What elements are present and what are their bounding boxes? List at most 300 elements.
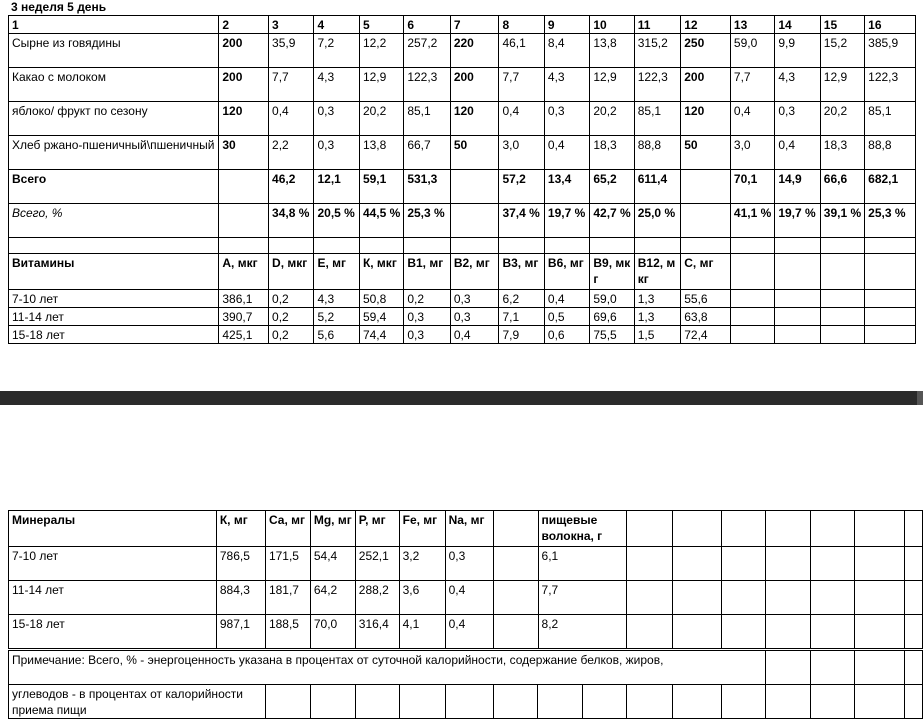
- vitamin-header: [730, 254, 774, 290]
- table-row: [9, 34, 916, 68]
- table-cell: 2,2: [269, 136, 314, 170]
- table-cell: 385,9: [865, 34, 916, 68]
- column-number: 12: [681, 16, 731, 34]
- table-cell: [493, 547, 538, 581]
- table-cell: 0,4: [544, 290, 589, 308]
- table-cell: [775, 290, 820, 308]
- table-cell: 252,1: [355, 547, 399, 581]
- table-cell: 0,4: [499, 102, 544, 136]
- column-number: 4: [314, 16, 359, 34]
- table-cell: 315,2: [634, 34, 681, 68]
- table-cell: 390,7: [219, 308, 269, 326]
- table-cell: 15,2: [820, 34, 864, 68]
- mineral-header: Na, мг: [445, 511, 493, 547]
- table-cell: 88,8: [865, 136, 916, 170]
- table-cell: 46,1: [499, 34, 544, 68]
- column-number: 1: [9, 16, 219, 34]
- table-cell: 0,2: [269, 290, 314, 308]
- column-number: 6: [404, 16, 451, 34]
- food-name: Хлеб ржано-пшеничный\пшеничный: [9, 136, 219, 170]
- percent-row: [9, 204, 916, 238]
- column-number: 3: [269, 16, 314, 34]
- column-number: 14: [775, 16, 820, 34]
- table-cell: 4,3: [314, 290, 359, 308]
- mineral-header: Са, мг: [265, 511, 310, 547]
- table-cell: 59,1: [359, 170, 403, 204]
- table-cell: 69,6: [590, 308, 634, 326]
- table-cell: 0,3: [404, 326, 451, 344]
- minerals-label: Минералы: [9, 511, 217, 547]
- table-cell: 42,7 %: [590, 204, 634, 238]
- empty-cell: [493, 685, 538, 719]
- table-cell: [681, 204, 731, 238]
- mineral-header: К, мг: [216, 511, 265, 547]
- table-cell: 120: [450, 102, 499, 136]
- table-cell: 987,1: [216, 615, 265, 649]
- vitamin-header: [775, 254, 820, 290]
- page-divider: [0, 391, 923, 405]
- empty-cell: [499, 238, 544, 254]
- table-cell: [865, 290, 916, 308]
- table-cell: 12,9: [359, 68, 403, 102]
- table-cell: 75,5: [590, 326, 634, 344]
- table-cell: 7,7: [730, 68, 774, 102]
- table-cell: [905, 615, 923, 649]
- table-cell: 37,4 %: [499, 204, 544, 238]
- empty-cell: [399, 685, 445, 719]
- table-cell: [681, 170, 731, 204]
- empty-cell: [865, 238, 916, 254]
- age-group: 11-14 лет: [9, 581, 217, 615]
- table-cell: 200: [681, 68, 731, 102]
- table-cell: [865, 326, 916, 344]
- vitamin-header: Е, мг: [314, 254, 359, 290]
- vitamins-header-row: [9, 254, 916, 290]
- table-cell: 0,3: [775, 102, 820, 136]
- page-title: 3 неделя 5 день: [11, 0, 107, 14]
- mineral-row: [9, 615, 923, 649]
- percent-label: Всего, %: [9, 204, 219, 238]
- table-cell: [811, 547, 855, 581]
- empty-cell: [905, 685, 923, 719]
- table-cell: 85,1: [404, 102, 451, 136]
- table-cell: 44,5 %: [359, 204, 403, 238]
- empty-cell: [766, 651, 811, 685]
- mineral-header: [854, 511, 904, 547]
- empty-cell: [450, 238, 499, 254]
- table-cell: 13,8: [590, 34, 634, 68]
- table-cell: [775, 308, 820, 326]
- table-cell: 66,7: [404, 136, 451, 170]
- notes-table-body: [9, 651, 923, 719]
- age-group: 7-10 лет: [9, 547, 217, 581]
- empty-cell: [265, 685, 310, 719]
- table-cell: 46,2: [269, 170, 314, 204]
- table-cell: 1,3: [634, 308, 681, 326]
- food-name: Какао с молоком: [9, 68, 219, 102]
- empty-cell: [538, 685, 583, 719]
- table-row: [9, 68, 916, 102]
- table-cell: 7,1: [499, 308, 544, 326]
- table-cell: 0,3: [450, 308, 499, 326]
- empty-cell: [905, 651, 923, 685]
- table-cell: 13,4: [544, 170, 589, 204]
- vitamins-label: Витамины: [9, 254, 219, 290]
- table-cell: [865, 308, 916, 326]
- mineral-header: Mg, мг: [310, 511, 355, 547]
- table-cell: 59,0: [730, 34, 774, 68]
- table-cell: 0,3: [314, 136, 359, 170]
- table-cell: 35,9: [269, 34, 314, 68]
- table-cell: [766, 581, 811, 615]
- table-cell: 88,8: [634, 136, 681, 170]
- vitamin-row: [9, 308, 916, 326]
- table-cell: 171,5: [265, 547, 310, 581]
- empty-cell: [269, 238, 314, 254]
- empty-cell: [855, 685, 905, 719]
- minerals-header-row: [9, 511, 923, 547]
- food-name: Сырне из говядины: [9, 34, 219, 68]
- table-cell: 50: [450, 136, 499, 170]
- table-cell: 0,4: [775, 136, 820, 170]
- table-cell: [811, 581, 855, 615]
- empty-cell: [627, 685, 673, 719]
- table-cell: [673, 547, 722, 581]
- table-cell: 4,3: [314, 68, 359, 102]
- table-cell: [854, 547, 904, 581]
- table-cell: 20,2: [820, 102, 864, 136]
- table-cell: 18,3: [820, 136, 864, 170]
- table-cell: [219, 170, 269, 204]
- column-number: 11: [634, 16, 681, 34]
- mineral-row: [9, 581, 923, 615]
- table-cell: [730, 308, 774, 326]
- table-cell: [722, 615, 766, 649]
- table-cell: 64,2: [310, 581, 355, 615]
- table-cell: [450, 204, 499, 238]
- spacer-row: [9, 238, 916, 254]
- empty-cell: [820, 238, 864, 254]
- vitamin-header: В1, мг: [404, 254, 451, 290]
- table-cell: 181,7: [265, 581, 310, 615]
- column-number: 7: [450, 16, 499, 34]
- table-cell: 59,0: [590, 290, 634, 308]
- mineral-header: [811, 511, 855, 547]
- table-cell: 200: [219, 68, 269, 102]
- table-cell: 12,2: [359, 34, 403, 68]
- table-cell: 85,1: [865, 102, 916, 136]
- table-cell: 4,3: [544, 68, 589, 102]
- table-cell: 13,8: [359, 136, 403, 170]
- table-cell: [811, 615, 855, 649]
- table-cell: 386,1: [219, 290, 269, 308]
- table-cell: [820, 326, 864, 344]
- vitamin-header: А, мкг: [219, 254, 269, 290]
- table-cell: [673, 581, 722, 615]
- empty-cell: [359, 238, 403, 254]
- table-cell: 66,6: [820, 170, 864, 204]
- table-cell: 0,2: [269, 308, 314, 326]
- table-cell: 55,6: [681, 290, 731, 308]
- vitamin-header: В6, мг: [544, 254, 589, 290]
- table-cell: [905, 547, 923, 581]
- empty-cell: [775, 238, 820, 254]
- table-cell: 34,8 %: [269, 204, 314, 238]
- table-cell: 7,7: [538, 581, 627, 615]
- table-cell: 6,1: [538, 547, 627, 581]
- table-cell: 200: [450, 68, 499, 102]
- vitamin-header: В2, мг: [450, 254, 499, 290]
- empty-cell: [855, 651, 905, 685]
- table-cell: [854, 581, 904, 615]
- table-cell: [627, 581, 673, 615]
- table-cell: 30: [219, 136, 269, 170]
- table-cell: 70,1: [730, 170, 774, 204]
- column-number: 8: [499, 16, 544, 34]
- table-cell: 5,2: [314, 308, 359, 326]
- empty-cell: [673, 685, 722, 719]
- empty-cell: [583, 685, 627, 719]
- table-cell: 4,3: [775, 68, 820, 102]
- table-row: [9, 102, 916, 136]
- table-cell: 14,9: [775, 170, 820, 204]
- table-cell: 7,2: [314, 34, 359, 68]
- table-cell: 63,8: [681, 308, 731, 326]
- table-cell: 4,1: [399, 615, 445, 649]
- table-cell: 9,9: [775, 34, 820, 68]
- age-group: 11-14 лет: [9, 308, 219, 326]
- table-cell: 8,2: [538, 615, 627, 649]
- vitamin-header: В9, мкг: [590, 254, 634, 290]
- mineral-header: [673, 511, 722, 547]
- table-cell: [905, 581, 923, 615]
- table-cell: 8,4: [544, 34, 589, 68]
- vitamin-row: [9, 290, 916, 308]
- column-number: 9: [544, 16, 589, 34]
- table-cell: 0,3: [445, 547, 493, 581]
- minerals-table: [8, 510, 923, 649]
- mineral-header: [493, 511, 538, 547]
- table-cell: 1,3: [634, 290, 681, 308]
- table-cell: 7,9: [499, 326, 544, 344]
- table-cell: 25,3 %: [404, 204, 451, 238]
- table-cell: 122,3: [865, 68, 916, 102]
- table-cell: [775, 326, 820, 344]
- table-cell: 884,3: [216, 581, 265, 615]
- table-cell: 25,3 %: [865, 204, 916, 238]
- table-cell: 220: [450, 34, 499, 68]
- age-group: 15-18 лет: [9, 615, 217, 649]
- empty-cell: [9, 238, 219, 254]
- note-row: [9, 651, 923, 685]
- mineral-header: [905, 511, 923, 547]
- table-cell: [673, 615, 722, 649]
- table-cell: 74,4: [359, 326, 403, 344]
- table-cell: 0,2: [269, 326, 314, 344]
- table-cell: 3,0: [730, 136, 774, 170]
- nutrition-table-body: [9, 16, 916, 344]
- table-cell: 0,4: [544, 136, 589, 170]
- table-cell: 0,6: [544, 326, 589, 344]
- empty-cell: [634, 238, 681, 254]
- empty-cell: [766, 685, 811, 719]
- table-cell: 1,5: [634, 326, 681, 344]
- empty-cell: [310, 685, 355, 719]
- table-row: [9, 136, 916, 170]
- table-cell: 54,4: [310, 547, 355, 581]
- table-cell: 120: [681, 102, 731, 136]
- empty-cell: [219, 238, 269, 254]
- table-cell: 3,0: [499, 136, 544, 170]
- table-cell: 70,0: [310, 615, 355, 649]
- empty-cell: [722, 685, 766, 719]
- table-cell: 786,5: [216, 547, 265, 581]
- table-cell: [820, 308, 864, 326]
- mineral-header: [766, 511, 811, 547]
- table-cell: 316,4: [355, 615, 399, 649]
- vitamin-header: К, мкг: [359, 254, 403, 290]
- mineral-header: Fe, мг: [399, 511, 445, 547]
- table-cell: [450, 170, 499, 204]
- age-group: 15-18 лет: [9, 326, 219, 344]
- table-cell: [766, 547, 811, 581]
- table-cell: 0,4: [269, 102, 314, 136]
- empty-cell: [681, 238, 731, 254]
- table-cell: 531,3: [404, 170, 451, 204]
- table-cell: 12,9: [590, 68, 634, 102]
- table-cell: 120: [219, 102, 269, 136]
- empty-cell: [355, 685, 399, 719]
- vitamin-header: В12, мкг: [634, 254, 681, 290]
- table-cell: 20,2: [590, 102, 634, 136]
- table-cell: 0,3: [544, 102, 589, 136]
- vitamin-header: [865, 254, 916, 290]
- table-cell: 85,1: [634, 102, 681, 136]
- table-cell: 20,5 %: [314, 204, 359, 238]
- column-number: 13: [730, 16, 774, 34]
- table-cell: 59,4: [359, 308, 403, 326]
- notes-table: [8, 650, 923, 719]
- header-row: [9, 16, 916, 34]
- empty-cell: [811, 651, 855, 685]
- note-text: углеводов - в процентах от калорийности приема пищи: [9, 685, 266, 719]
- mineral-header: [722, 511, 766, 547]
- table-cell: 3,6: [399, 581, 445, 615]
- table-cell: [730, 326, 774, 344]
- column-number: 15: [820, 16, 864, 34]
- vitamin-row: [9, 326, 916, 344]
- table-cell: 50: [681, 136, 731, 170]
- column-number: 2: [219, 16, 269, 34]
- table-cell: 57,2: [499, 170, 544, 204]
- minerals-table-body: [9, 511, 923, 649]
- mineral-header: пищевые волокна, г: [538, 511, 627, 547]
- table-cell: 5,6: [314, 326, 359, 344]
- table-cell: [493, 581, 538, 615]
- empty-cell: [590, 238, 634, 254]
- table-cell: 0,2: [404, 290, 451, 308]
- vitamin-header: [820, 254, 864, 290]
- table-cell: [766, 615, 811, 649]
- column-number: 10: [590, 16, 634, 34]
- scroll-thumb[interactable]: [917, 391, 923, 405]
- empty-cell: [811, 685, 855, 719]
- mineral-header: Р, мг: [355, 511, 399, 547]
- total-row: [9, 170, 916, 204]
- table-cell: 0,5: [544, 308, 589, 326]
- vitamin-header: D, мкг: [269, 254, 314, 290]
- table-cell: [627, 615, 673, 649]
- table-cell: 250: [681, 34, 731, 68]
- table-cell: 0,4: [450, 326, 499, 344]
- column-number: 16: [865, 16, 916, 34]
- vitamin-header: В3, мг: [499, 254, 544, 290]
- table-cell: 682,1: [865, 170, 916, 204]
- table-cell: 12,9: [820, 68, 864, 102]
- table-cell: 0,3: [450, 290, 499, 308]
- total-label: Всего: [9, 170, 219, 204]
- table-cell: 200: [219, 34, 269, 68]
- table-cell: 39,1 %: [820, 204, 864, 238]
- empty-cell: [730, 238, 774, 254]
- empty-cell: [445, 685, 493, 719]
- table-cell: [493, 615, 538, 649]
- table-cell: [627, 547, 673, 581]
- table-cell: 425,1: [219, 326, 269, 344]
- table-cell: [722, 581, 766, 615]
- table-cell: 0,3: [404, 308, 451, 326]
- table-cell: 257,2: [404, 34, 451, 68]
- nutrition-table: [8, 15, 916, 344]
- table-cell: 12,1: [314, 170, 359, 204]
- table-cell: 19,7 %: [775, 204, 820, 238]
- column-number: 5: [359, 16, 403, 34]
- table-cell: [219, 204, 269, 238]
- table-cell: [820, 290, 864, 308]
- note-row: [9, 685, 923, 719]
- table-cell: 6,2: [499, 290, 544, 308]
- table-cell: 25,0 %: [634, 204, 681, 238]
- table-cell: 122,3: [634, 68, 681, 102]
- table-cell: 0,4: [730, 102, 774, 136]
- table-cell: 0,4: [445, 581, 493, 615]
- table-cell: 65,2: [590, 170, 634, 204]
- age-group: 7-10 лет: [9, 290, 219, 308]
- table-cell: 122,3: [404, 68, 451, 102]
- table-cell: [730, 290, 774, 308]
- table-cell: 3,2: [399, 547, 445, 581]
- table-cell: 20,2: [359, 102, 403, 136]
- table-cell: 0,4: [445, 615, 493, 649]
- table-cell: [854, 615, 904, 649]
- table-cell: 0,3: [314, 102, 359, 136]
- table-cell: 19,7 %: [544, 204, 589, 238]
- table-cell: 7,7: [499, 68, 544, 102]
- empty-cell: [404, 238, 451, 254]
- empty-cell: [544, 238, 589, 254]
- table-cell: 7,7: [269, 68, 314, 102]
- food-name: яблоко/ фрукт по сезону: [9, 102, 219, 136]
- table-cell: 288,2: [355, 581, 399, 615]
- table-cell: 50,8: [359, 290, 403, 308]
- mineral-row: [9, 547, 923, 581]
- table-cell: 188,5: [265, 615, 310, 649]
- note-text: Примечание: Всего, % - энергоценность указана в процентах от суточной калорийности, содержание белков, жиров,: [9, 651, 766, 685]
- table-cell: 72,4: [681, 326, 731, 344]
- empty-cell: [314, 238, 359, 254]
- mineral-header: [627, 511, 673, 547]
- table-cell: 41,1 %: [730, 204, 774, 238]
